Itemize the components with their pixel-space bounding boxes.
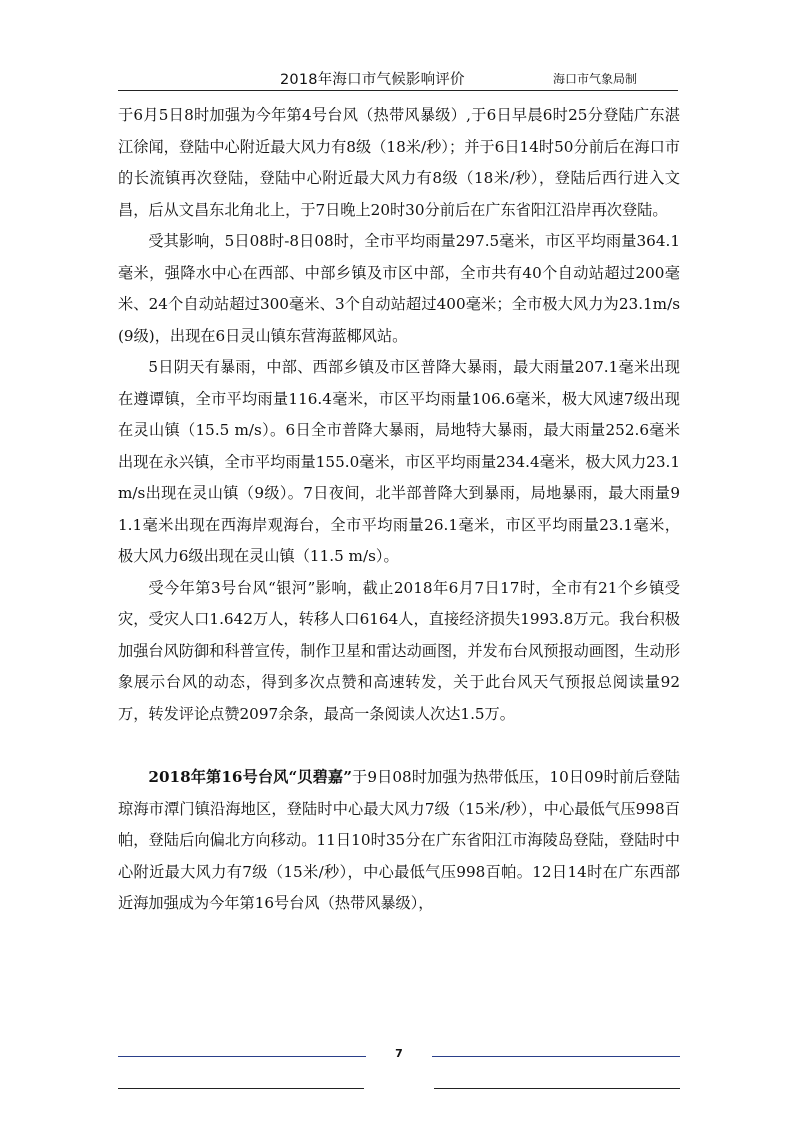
footer-bottom-rule-left xyxy=(118,1088,364,1089)
page-number: 7 xyxy=(395,1047,403,1060)
footer-rule-right xyxy=(432,1056,680,1057)
typhoon-16-heading: 2018年第16号台风“贝碧嘉” xyxy=(148,768,352,786)
footer-bottom-rule-right xyxy=(434,1088,680,1089)
page-header xyxy=(118,64,678,91)
paragraph-typhoon-16 xyxy=(118,762,680,920)
page-footer xyxy=(118,1047,680,1066)
header-title: 2018年海口市气候影响评价 xyxy=(280,72,465,88)
paragraph-typhoon-4-landfall: 于6月5日8时加强为今年第4号台风（热带风暴级）,于6日早晨6时25分登陆广东湛江徐闻，登陆中心附近最大风力有8级（18米/秒）；并于6日14时50分前后在海口市的长流镇再次登陆，登陆中心附近最大风力有8级（18米/秒），登陆后西行进入文昌，后从文昌东北角北上，于7日晚上20时30分前后在广东省阳江沿岸再次登陆。 xyxy=(118,106,680,219)
paragraph-disaster-losses: 受今年第3号台风“银河”影响，截止2018年6月7日17时，全市有21个乡镇受灾，受灾人口1.642万人，转移人口6164人，直接经济损失1993.8万元。我台积极加强台风防御和科普宣传，制作卫星和雷达动画图，并发布台风预报动画图，生动形象展示台风的动态，得到多次点赞和高速转发，关于此台风天气预报总阅读量92万，转发评论点赞2097余条，最高一条阅读人次达1.5万。 xyxy=(118,578,680,723)
document-body xyxy=(118,100,680,920)
paragraph-rainfall-impact: 受其影响，5日08时-8日08时，全市平均雨量297.5毫米，市区平均雨量364.1毫米，强降水中心在西部、中部乡镇及市区中部，全市共有40个自动站超过200毫米、24个自动站超过300毫米、3个自动站超过400毫米；全市极大风力为23.1m/s(9级)，出现在6日灵山镇东营海蓝椰风站。 xyxy=(118,232,680,345)
footer-bottom-rules xyxy=(118,1086,680,1092)
header-organization: 海口市气象局制 xyxy=(553,72,638,86)
paragraph-spacer xyxy=(118,730,680,762)
typhoon-16-text: 于9日08时加强为热带低压，10日09时前后登陆琼海市潭门镇沿海地区，登陆时中心最大风力7级（15米/秒），中心最低气压998百帕，登陆后向偏北方向移动。11日10时35分在广东省阳江市海陵岛登陆，登陆时中心附近最大风力有7级（15米/秒），中心最低气压998百帕。12日14时在广东西部近海加强成为今年第16号台风（热带风暴级）， xyxy=(118,768,680,912)
footer-rule-left xyxy=(118,1056,366,1057)
paragraph-daily-rainfall: 5日阴天有暴雨，中部、西部乡镇及市区普降大暴雨，最大雨量207.1毫米出现在遵谭镇，全市平均雨量116.4毫米，市区平均雨量106.6毫米，极大风速7级出现在灵山镇（15.5 m/s）。6日全市普降大暴雨，局地特大暴雨，最大雨量252.6毫米出现在永兴镇，全市平均雨量155.0毫米，市区平均雨量234.4毫米，极大风力23.1m/s出现在灵山镇（9级）。7日夜间，北半部普降大到暴雨，局地暴雨，最大雨量91.1毫米出现在西海岸观海台，全市平均雨量26.1毫米，市区平均雨量23.1毫米，极大风力6级出现在灵山镇（11.5 m/s）。 xyxy=(118,358,680,565)
